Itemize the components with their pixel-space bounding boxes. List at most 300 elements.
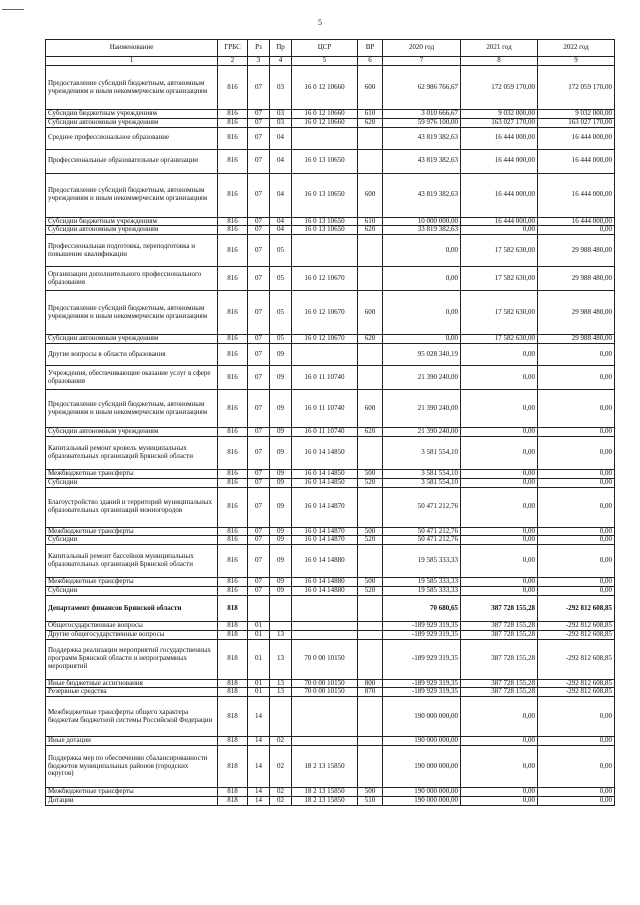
cell-csr: 16 0 14 14870 xyxy=(292,536,358,545)
index-cell: 1 xyxy=(46,57,218,66)
cell-grbs: 816 xyxy=(218,344,248,366)
cell-grbs: 816 xyxy=(218,149,248,173)
cell-vr: 510 xyxy=(358,796,383,805)
cell-pr: 02 xyxy=(270,746,292,788)
cell-2020: 0,00 xyxy=(383,235,461,267)
cell-name: Учреждения, обеспечивающие оказание услуг в сфере образования xyxy=(46,366,218,390)
cell-2021: 16 444 000,00 xyxy=(461,173,538,217)
cell-2021: 0,00 xyxy=(461,344,538,366)
cell-csr: 70 0 00 10150 xyxy=(292,679,358,688)
cell-csr: 16 0 11 10740 xyxy=(292,428,358,437)
cell-rz: 07 xyxy=(248,226,270,235)
cell-vr: 610 xyxy=(358,217,383,226)
cell-2022: 172 059 170,00 xyxy=(538,66,615,110)
cell-name: Субсидии xyxy=(46,536,218,545)
cell-2021: 0,00 xyxy=(461,366,538,390)
col-2020-header: 2020 год xyxy=(383,40,461,57)
cell-2020: -189 929 319,35 xyxy=(383,679,461,688)
cell-2022: 0,00 xyxy=(538,578,615,587)
cell-grbs: 816 xyxy=(218,66,248,110)
cell-2020: 50 471 212,76 xyxy=(383,536,461,545)
cell-2022: -292 812 608,85 xyxy=(538,639,615,679)
cell-vr: 620 xyxy=(358,335,383,344)
cell-2020: 43 819 382,63 xyxy=(383,149,461,173)
cell-2020: 50 471 212,76 xyxy=(383,487,461,527)
cell-rz: 07 xyxy=(248,149,270,173)
cell-name: Предоставление субсидий бюджетным, автономным учреждениям и иным некоммерческим организациям xyxy=(46,66,218,110)
cell-rz: 14 xyxy=(248,697,270,737)
cell-pr: 05 xyxy=(270,235,292,267)
table-row xyxy=(46,66,615,110)
cell-2022: 16 444 000,00 xyxy=(538,127,615,149)
cell-2022: 0,00 xyxy=(538,788,615,797)
cell-grbs: 816 xyxy=(218,291,248,335)
cell-2021: 17 582 630,00 xyxy=(461,267,538,291)
table-row xyxy=(46,639,615,679)
cell-grbs: 816 xyxy=(218,335,248,344)
table-row xyxy=(46,595,615,621)
cell-2021: 9 032 000,00 xyxy=(461,110,538,119)
cell-2021: 17 582 630,00 xyxy=(461,335,538,344)
cell-2022: 0,00 xyxy=(538,487,615,527)
cell-2020: 70 680,65 xyxy=(383,595,461,621)
cell-pr: 09 xyxy=(270,527,292,536)
cell-rz: 07 xyxy=(248,436,270,469)
cell-grbs: 816 xyxy=(218,235,248,267)
cell-rz: 01 xyxy=(248,639,270,679)
table-row xyxy=(46,487,615,527)
cell-rz: 01 xyxy=(248,679,270,688)
cell-2020: 190 000 000,00 xyxy=(383,737,461,746)
cell-name: Субсидии автономным учреждениям xyxy=(46,335,218,344)
cell-grbs: 818 xyxy=(218,737,248,746)
cell-2021: 0,00 xyxy=(461,527,538,536)
cell-pr: 03 xyxy=(270,110,292,119)
cell-csr xyxy=(292,127,358,149)
cell-2021: 172 059 170,00 xyxy=(461,66,538,110)
cell-csr: 16 0 11 10740 xyxy=(292,366,358,390)
cell-grbs: 816 xyxy=(218,217,248,226)
cell-2022: 29 988 480,00 xyxy=(538,235,615,267)
cell-2020: -189 929 319,35 xyxy=(383,639,461,679)
cell-2021: 0,00 xyxy=(461,536,538,545)
cell-grbs: 816 xyxy=(218,428,248,437)
cell-2022: 29 988 480,00 xyxy=(538,267,615,291)
cell-csr: 70 0 00 10150 xyxy=(292,688,358,697)
cell-pr: 13 xyxy=(270,630,292,639)
col-name-header: Наименование xyxy=(46,40,218,57)
cell-pr: 09 xyxy=(270,578,292,587)
cell-2021: 0,00 xyxy=(461,226,538,235)
cell-csr: 16 0 13 10650 xyxy=(292,226,358,235)
cell-2020: 33 819 382,63 xyxy=(383,226,461,235)
cell-grbs: 818 xyxy=(218,621,248,630)
cell-name: Иные бюджетные ассигнования xyxy=(46,679,218,688)
cell-vr: 620 xyxy=(358,118,383,127)
cell-vr xyxy=(358,595,383,621)
cell-csr: 16 0 12 10660 xyxy=(292,110,358,119)
cell-rz: 07 xyxy=(248,217,270,226)
index-cell: 7 xyxy=(383,57,461,66)
cell-grbs: 816 xyxy=(218,366,248,390)
table-row xyxy=(46,536,615,545)
cell-pr: 09 xyxy=(270,428,292,437)
cell-name: Другие вопросы в области образования xyxy=(46,344,218,366)
cell-pr: 09 xyxy=(270,366,292,390)
cell-csr: 18 2 13 15850 xyxy=(292,788,358,797)
cell-2020: 59 976 100,00 xyxy=(383,118,461,127)
cell-2022: 16 444 000,00 xyxy=(538,149,615,173)
cell-name: Дотации xyxy=(46,796,218,805)
cell-grbs: 818 xyxy=(218,679,248,688)
cell-vr: 600 xyxy=(358,390,383,428)
cell-2022: 0,00 xyxy=(538,436,615,469)
index-cell: 5 xyxy=(292,57,358,66)
col-pr-header: Пр xyxy=(270,40,292,57)
column-index-row xyxy=(46,57,615,66)
cell-2020: 21 390 240,00 xyxy=(383,428,461,437)
cell-2022: 0,00 xyxy=(538,527,615,536)
cell-rz: 07 xyxy=(248,110,270,119)
cell-csr: 16 0 11 10740 xyxy=(292,390,358,428)
cell-pr: 09 xyxy=(270,469,292,478)
cell-csr: 16 0 14 14880 xyxy=(292,578,358,587)
cell-grbs: 818 xyxy=(218,630,248,639)
cell-vr xyxy=(358,697,383,737)
cell-vr: 610 xyxy=(358,110,383,119)
cell-name: Субсидии автономным учреждениям xyxy=(46,118,218,127)
cell-2020: 19 585 333,33 xyxy=(383,545,461,578)
cell-2021: 0,00 xyxy=(461,545,538,578)
cell-2022: 0,00 xyxy=(538,545,615,578)
cell-2022: 0,00 xyxy=(538,697,615,737)
cell-2021: 0,00 xyxy=(461,478,538,487)
cell-grbs: 818 xyxy=(218,746,248,788)
table-row xyxy=(46,545,615,578)
cell-vr xyxy=(358,545,383,578)
cell-grbs: 816 xyxy=(218,478,248,487)
cell-2022: 29 988 480,00 xyxy=(538,335,615,344)
cell-pr: 13 xyxy=(270,688,292,697)
cell-grbs: 816 xyxy=(218,267,248,291)
cell-grbs: 816 xyxy=(218,578,248,587)
cell-csr: 16 0 14 14880 xyxy=(292,545,358,578)
table-row xyxy=(46,235,615,267)
cell-grbs: 818 xyxy=(218,688,248,697)
cell-pr: 04 xyxy=(270,226,292,235)
cell-rz: 07 xyxy=(248,487,270,527)
cell-csr: 16 0 12 10670 xyxy=(292,335,358,344)
cell-vr xyxy=(358,621,383,630)
cell-2021: 387 728 155,28 xyxy=(461,595,538,621)
cell-rz: 14 xyxy=(248,796,270,805)
cell-pr: 02 xyxy=(270,796,292,805)
cell-grbs: 816 xyxy=(218,118,248,127)
cell-2022: -292 812 608,85 xyxy=(538,621,615,630)
cell-vr xyxy=(358,436,383,469)
cell-2020: 19 585 333,33 xyxy=(383,578,461,587)
cell-2022: 16 444 000,00 xyxy=(538,217,615,226)
col-rz-header: Рз xyxy=(248,40,270,57)
cell-csr: 16 0 13 10650 xyxy=(292,173,358,217)
table-row xyxy=(46,291,615,335)
cell-pr: 04 xyxy=(270,149,292,173)
cell-rz: 01 xyxy=(248,630,270,639)
cell-pr: 09 xyxy=(270,436,292,469)
cell-csr: 16 0 14 14870 xyxy=(292,487,358,527)
table-row xyxy=(46,630,615,639)
cell-rz: 07 xyxy=(248,173,270,217)
table-row xyxy=(46,267,615,291)
cell-grbs: 818 xyxy=(218,796,248,805)
cell-csr: 18 2 13 15850 xyxy=(292,746,358,788)
cell-vr: 500 xyxy=(358,578,383,587)
cell-rz: 07 xyxy=(248,587,270,596)
cell-rz: 07 xyxy=(248,536,270,545)
table-row xyxy=(46,737,615,746)
cell-vr xyxy=(358,149,383,173)
cell-grbs: 816 xyxy=(218,226,248,235)
cell-rz: 14 xyxy=(248,746,270,788)
cell-pr xyxy=(270,595,292,621)
cell-2022: 0,00 xyxy=(538,344,615,366)
cell-2022: 0,00 xyxy=(538,536,615,545)
budget-table xyxy=(45,39,615,806)
table-row xyxy=(46,796,615,805)
cell-vr xyxy=(358,630,383,639)
cell-name: Субсидии бюджетным учреждениям xyxy=(46,217,218,226)
cell-2020: 62 986 766,67 xyxy=(383,66,461,110)
cell-2021: 387 728 155,28 xyxy=(461,639,538,679)
col-csr-header: ЦСР xyxy=(292,40,358,57)
cell-rz: 07 xyxy=(248,527,270,536)
cell-2022: 0,00 xyxy=(538,469,615,478)
cell-2020: 190 000 000,00 xyxy=(383,788,461,797)
cell-pr: 03 xyxy=(270,118,292,127)
cell-pr: 02 xyxy=(270,737,292,746)
cell-vr: 620 xyxy=(358,226,383,235)
cell-csr: 16 0 14 14850 xyxy=(292,478,358,487)
page-number: 5 xyxy=(318,18,322,27)
cell-2021: 387 728 155,28 xyxy=(461,688,538,697)
index-cell: 2 xyxy=(218,57,248,66)
cell-grbs: 816 xyxy=(218,436,248,469)
cell-name: Предоставление субсидий бюджетным, автономным учреждениям и иным некоммерческим организациям xyxy=(46,173,218,217)
cell-2022: -292 812 608,85 xyxy=(538,688,615,697)
table-row xyxy=(46,366,615,390)
cell-2022: 0,00 xyxy=(538,746,615,788)
cell-pr: 04 xyxy=(270,127,292,149)
index-cell: 9 xyxy=(538,57,615,66)
table-row xyxy=(46,688,615,697)
cell-2021: 0,00 xyxy=(461,737,538,746)
cell-csr xyxy=(292,630,358,639)
cell-csr: 16 0 12 10670 xyxy=(292,267,358,291)
cell-2021: 0,00 xyxy=(461,796,538,805)
index-cell: 6 xyxy=(358,57,383,66)
cell-rz: 07 xyxy=(248,478,270,487)
cell-name: Предоставление субсидий бюджетным, автономным учреждениям и иным некоммерческим организациям xyxy=(46,291,218,335)
table-row xyxy=(46,149,615,173)
cell-2022: 0,00 xyxy=(538,796,615,805)
cell-csr xyxy=(292,235,358,267)
table-row xyxy=(46,217,615,226)
cell-2020: 3 010 666,67 xyxy=(383,110,461,119)
table-row xyxy=(46,469,615,478)
table-row xyxy=(46,478,615,487)
table-row xyxy=(46,679,615,688)
cell-name: Департамент финансов Брянской области xyxy=(46,595,218,621)
cell-name: Межбюджетные трансферты xyxy=(46,788,218,797)
cell-rz: 07 xyxy=(248,428,270,437)
cell-csr: 16 0 14 14850 xyxy=(292,436,358,469)
cell-pr: 13 xyxy=(270,679,292,688)
cell-2020: 43 819 382,63 xyxy=(383,173,461,217)
index-cell: 3 xyxy=(248,57,270,66)
cell-2021: 387 728 155,28 xyxy=(461,679,538,688)
cell-vr: 600 xyxy=(358,173,383,217)
cell-2021: 0,00 xyxy=(461,428,538,437)
cell-csr: 16 0 13 10650 xyxy=(292,217,358,226)
col-vr-header: ВР xyxy=(358,40,383,57)
cell-vr xyxy=(358,737,383,746)
cell-csr xyxy=(292,595,358,621)
cell-pr: 04 xyxy=(270,217,292,226)
cell-2020: 3 581 554,10 xyxy=(383,469,461,478)
cell-2020: -189 929 319,35 xyxy=(383,688,461,697)
cell-vr: 620 xyxy=(358,428,383,437)
cell-rz: 07 xyxy=(248,118,270,127)
table-row xyxy=(46,746,615,788)
cell-name: Межбюджетные трансферты xyxy=(46,527,218,536)
table-row xyxy=(46,335,615,344)
cell-grbs: 818 xyxy=(218,595,248,621)
cell-rz: 07 xyxy=(248,578,270,587)
table-row xyxy=(46,390,615,428)
header-row xyxy=(46,40,615,57)
cell-vr xyxy=(358,127,383,149)
cell-rz: 14 xyxy=(248,737,270,746)
cell-vr: 870 xyxy=(358,688,383,697)
cell-pr xyxy=(270,697,292,737)
cell-2021: 17 582 630,00 xyxy=(461,235,538,267)
cell-csr: 18 2 13 15850 xyxy=(292,796,358,805)
cell-rz: 14 xyxy=(248,788,270,797)
cell-2020: 21 390 240,00 xyxy=(383,366,461,390)
cell-2022: 29 988 480,00 xyxy=(538,291,615,335)
cell-vr: 520 xyxy=(358,587,383,596)
cell-grbs: 816 xyxy=(218,127,248,149)
cell-name: Межбюджетные трансферты xyxy=(46,469,218,478)
cell-2022: 0,00 xyxy=(538,390,615,428)
cell-pr: 05 xyxy=(270,291,292,335)
cell-rz: 07 xyxy=(248,390,270,428)
cell-csr: 16 0 14 14880 xyxy=(292,587,358,596)
cell-csr: 16 0 12 10670 xyxy=(292,291,358,335)
cell-pr: 09 xyxy=(270,545,292,578)
cell-pr: 05 xyxy=(270,267,292,291)
cell-vr xyxy=(358,344,383,366)
cell-2021: 17 582 630,00 xyxy=(461,291,538,335)
cell-csr: 16 0 14 14850 xyxy=(292,469,358,478)
cell-name: Субсидии xyxy=(46,587,218,596)
cell-2022: -292 812 608,85 xyxy=(538,630,615,639)
table-row xyxy=(46,226,615,235)
cell-rz xyxy=(248,595,270,621)
table-row xyxy=(46,110,615,119)
cell-2021: 0,00 xyxy=(461,746,538,788)
index-cell: 8 xyxy=(461,57,538,66)
cell-rz: 07 xyxy=(248,235,270,267)
cell-grbs: 816 xyxy=(218,469,248,478)
cell-pr: 09 xyxy=(270,587,292,596)
cell-2022: -292 812 608,85 xyxy=(538,679,615,688)
cell-vr xyxy=(358,746,383,788)
cell-2021: 387 728 155,28 xyxy=(461,621,538,630)
cell-name: Субсидии автономным учреждениям xyxy=(46,226,218,235)
corner-mark xyxy=(2,9,24,10)
cell-name: Среднее профессиональное образование xyxy=(46,127,218,149)
cell-2020: 0,00 xyxy=(383,291,461,335)
cell-2021: 0,00 xyxy=(461,390,538,428)
table-row xyxy=(46,697,615,737)
cell-2021: 16 444 000,00 xyxy=(461,127,538,149)
cell-name: Межбюджетные трансферты общего характера бюджетам бюджетной системы Российской Федерации xyxy=(46,697,218,737)
cell-name: Субсидии xyxy=(46,478,218,487)
cell-csr: 16 0 12 10660 xyxy=(292,118,358,127)
cell-2022: 0,00 xyxy=(538,737,615,746)
cell-2022: 0,00 xyxy=(538,366,615,390)
cell-2020: 190 000 000,00 xyxy=(383,746,461,788)
cell-vr: 500 xyxy=(358,469,383,478)
table-row xyxy=(46,527,615,536)
cell-vr xyxy=(358,366,383,390)
cell-name: Другие общегосударственные вопросы xyxy=(46,630,218,639)
cell-pr: 03 xyxy=(270,66,292,110)
cell-grbs: 816 xyxy=(218,110,248,119)
cell-pr: 09 xyxy=(270,478,292,487)
cell-rz: 07 xyxy=(248,291,270,335)
cell-2021: 0,00 xyxy=(461,697,538,737)
cell-name: Профессиональная подготовка, переподготовка и повышение квалификации xyxy=(46,235,218,267)
cell-2020: 3 581 554,10 xyxy=(383,478,461,487)
col-2022-header: 2022 год xyxy=(538,40,615,57)
cell-vr: 600 xyxy=(358,291,383,335)
table-row xyxy=(46,173,615,217)
cell-vr xyxy=(358,267,383,291)
cell-csr xyxy=(292,697,358,737)
cell-grbs: 816 xyxy=(218,587,248,596)
cell-vr xyxy=(358,487,383,527)
cell-rz: 07 xyxy=(248,366,270,390)
cell-2020: 10 000 000,00 xyxy=(383,217,461,226)
cell-grbs: 816 xyxy=(218,173,248,217)
cell-rz: 07 xyxy=(248,344,270,366)
cell-pr: 05 xyxy=(270,335,292,344)
cell-csr: 70 0 00 10150 xyxy=(292,639,358,679)
cell-name: Благоустройство зданий и территорий муниципальных образовательных организаций монногородов xyxy=(46,487,218,527)
cell-name: Общегосударственные вопросы xyxy=(46,621,218,630)
cell-grbs: 816 xyxy=(218,390,248,428)
cell-vr: 800 xyxy=(358,679,383,688)
cell-csr xyxy=(292,621,358,630)
cell-grbs: 816 xyxy=(218,527,248,536)
cell-2022: 0,00 xyxy=(538,478,615,487)
cell-name: Организации дополнительного профессионального образования xyxy=(46,267,218,291)
table-row xyxy=(46,428,615,437)
cell-2022: 0,00 xyxy=(538,226,615,235)
cell-name: Субсидии автономным учреждениям xyxy=(46,428,218,437)
